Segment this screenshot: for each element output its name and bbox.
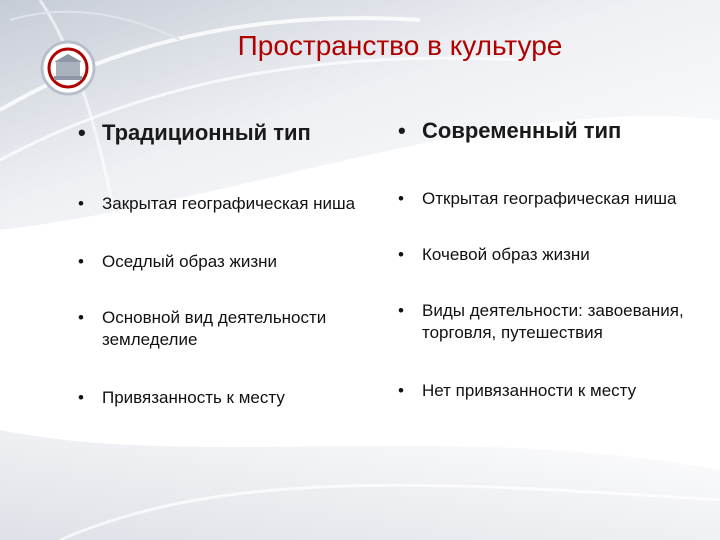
slide-title: Пространство в культуре [237, 30, 563, 61]
bullet-icon: • [78, 120, 86, 145]
list-item: • Виды деятельности: завоевания, торговля, путешествия [398, 301, 684, 342]
list-item: • Нет привязанности к месту [398, 381, 637, 400]
modern-type-heading [398, 116, 698, 146]
list-item: • Закрытая географическая ниша [78, 194, 356, 213]
university-logo-icon [38, 38, 98, 98]
bullet-icon: • [398, 118, 406, 143]
list-item: • Основной вид деятельности земледелие [78, 308, 327, 349]
list-item: • Открытая географическая ниша [398, 189, 677, 208]
bullet-icon: • [398, 189, 404, 208]
bullet-icon: • [398, 381, 404, 400]
bullet-icon: • [78, 194, 84, 213]
bullet-icon: • [78, 388, 84, 407]
bullet-icon: • [398, 301, 404, 320]
modern-type-list [398, 188, 698, 402]
traditional-type-heading [78, 118, 368, 148]
modern-type-column [398, 116, 698, 402]
bullet-icon: • [78, 252, 84, 271]
bullet-icon: • [398, 245, 404, 264]
heading-label: Традиционный тип [102, 120, 311, 145]
list-item: • Привязанность к месту [78, 388, 285, 407]
traditional-type-column [78, 118, 368, 409]
traditional-type-list [78, 193, 368, 409]
bullet-icon: • [78, 308, 84, 327]
list-item: • Оседлый образ жизни [78, 252, 278, 271]
list-item: • Кочевой образ жизни [398, 245, 590, 264]
heading-label: Современный тип [422, 118, 622, 143]
